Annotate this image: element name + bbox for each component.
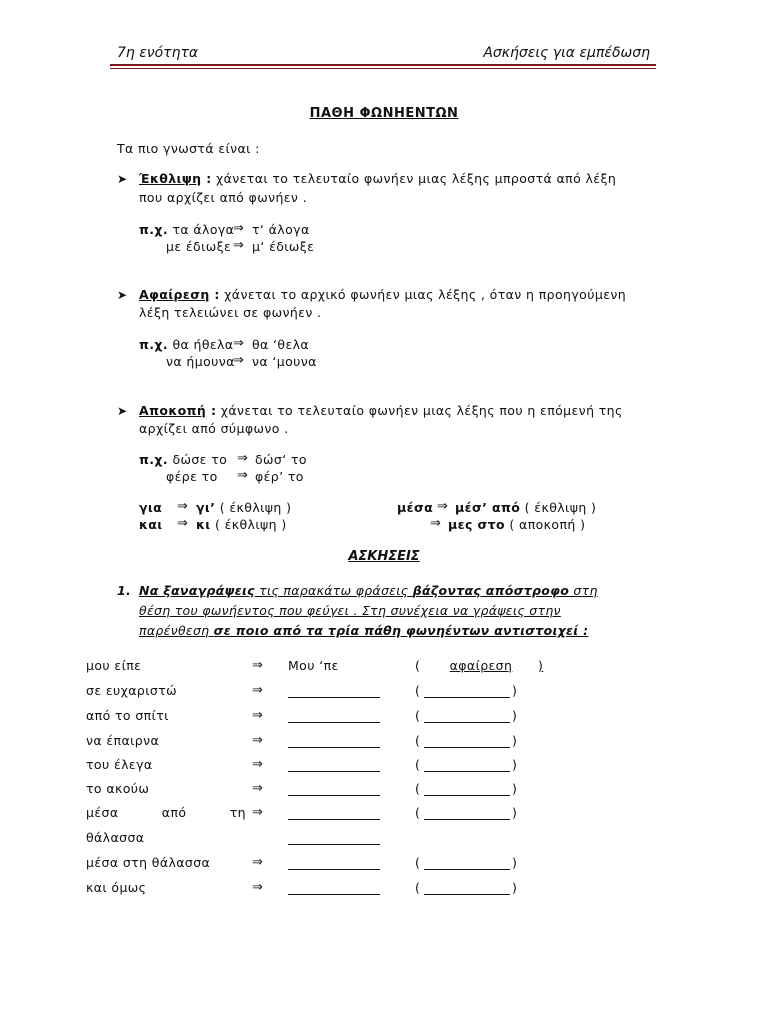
arrow-icon: ⇒ [252,805,263,820]
paren-close: ) [538,658,544,673]
kind-answer: αφαίρεση [449,658,513,673]
paren-open: ( [415,658,421,673]
apokopi-term: Αποκοπή [139,403,207,418]
task-number: 1. [117,583,132,598]
kind-blank-line[interactable] [424,858,510,870]
apokopi-result-2: φέρ’ το [255,469,304,484]
intro-text: Τα πιο γνωστά είναι : [117,141,260,156]
pair-mes-result: μες στο ( αποκοπή ) [448,517,586,532]
arrow-icon: ⇒ [252,658,263,673]
apokopi-example-1: π.χ. δώσε το [139,452,228,467]
paren-close: ) [512,733,518,748]
answer-blank-line[interactable] [288,686,380,698]
paren-open: ( [415,708,421,723]
afairesi-definition-2: λέξη τελειώνει σε φωνήεν . [139,305,322,320]
arrow-icon: ⇒ [252,708,263,723]
arrow-icon: ⇒ [237,451,248,466]
arrow-icon: ⇒ [233,238,244,253]
ekthlipsi-definition: Έκθλιψη : χάνεται το τελευταίο φωνήεν μιας λέξης μπροστά από λέξη [139,171,617,186]
arrow-icon: ⇒ [252,733,263,748]
answer-blank [288,711,380,726]
ekthlipsi-example-1: π.χ. τα άλογα [139,222,235,237]
kind-blank-line[interactable] [424,883,510,895]
exercise-phrase: το ακούω [86,781,150,796]
ekthlipsi-result-1: τ‘ άλογα [252,222,310,237]
apokopi-definition-2: αρχίζει από σύμφωνο . [139,421,289,436]
answer-blank-line[interactable] [288,833,380,845]
exercise-phrase: μου είπε [86,658,142,673]
answer-blank-line[interactable] [288,736,380,748]
pair-kai: και [139,517,163,532]
pair-kai-result: κι ( έκθλιψη ) [196,517,287,532]
ekthlipsi-definition-2: που αρχίζει από φωνήεν . [139,190,308,205]
kind-blank-line[interactable] [424,711,510,723]
header-rule-thin [110,68,656,69]
answer-blank-line[interactable] [288,711,380,723]
kind-blank [424,760,510,775]
exercise-answer: Μου ‘πε [288,658,339,673]
paren-open: ( [415,781,421,796]
kind-blank-line[interactable] [424,760,510,772]
arrow-icon: ⇒ [233,353,244,368]
kind-blank [424,686,510,701]
exercise-phrase: από το σπίτι [86,708,169,723]
exercise-phrase: να έπαιρνα [86,733,160,748]
afairesi-definition: Αφαίρεση : χάνεται το αρχικό φωνήεν μιας λέξης , όταν η προηγούμενη [139,287,627,302]
paren-close: ) [512,757,518,772]
kind-blank-line[interactable] [424,784,510,796]
arrow-icon: ⇒ [252,781,263,796]
pair-gia: για [139,500,163,515]
answer-blank [288,760,380,775]
kind-blank-line[interactable] [424,736,510,748]
arrow-icon: ⇒ [233,221,244,236]
kind-blank [424,858,510,873]
kind-blank [424,736,510,751]
exercise-phrase: μέσα από τη [86,805,246,820]
arrow-icon: ⇒ [430,516,441,531]
answer-blank [288,808,380,823]
paren-close: ) [512,708,518,723]
exercise-phrase: του έλεγα [86,757,153,772]
paren-open: ( [415,880,421,895]
paren-open: ( [415,805,421,820]
kind-blank [424,883,510,898]
apokopi-example-2: φέρε το [166,469,218,484]
header-chapter: 7η ενότητα [117,45,199,61]
apokopi-result-1: δώσ‘ το [255,452,307,467]
afairesi-result-1: θα ‘θελα [252,337,310,352]
bullet-icon: ➤ [117,288,128,302]
exercise-kind [425,658,537,673]
header-section: Ασκήσεις για εμπέδωση [483,45,650,61]
task-line-1: Να ξαναγράψεις τις παρακάτω φράσεις βάζοντας απόστροφο στη [139,583,598,598]
kind-blank [424,784,510,799]
answer-blank [288,883,380,898]
paren-close: ) [512,880,518,895]
pair-gia-result: γι’ ( έκθλιψη ) [196,500,292,515]
arrow-icon: ⇒ [252,757,263,772]
answer-blank [288,784,380,799]
arrow-icon: ⇒ [252,855,263,870]
paren-close: ) [512,855,518,870]
paren-open: ( [415,683,421,698]
exercise-phrase: θάλασσα [86,830,145,845]
afairesi-example-2: να ήμουνα [166,354,235,369]
pair-mesa-result: μέσ’ από ( έκθλιψη ) [455,500,597,515]
arrow-icon: ⇒ [233,336,244,351]
answer-blank [288,686,380,701]
arrow-icon: ⇒ [177,516,188,531]
paren-open: ( [415,757,421,772]
kind-blank [424,711,510,726]
ekthlipsi-example-2: με έδιωξε [166,239,232,254]
kind-blank-line[interactable] [424,686,510,698]
afairesi-example-1: π.χ. θα ήθελα [139,337,234,352]
answer-blank-line[interactable] [288,883,380,895]
answer-blank-line[interactable] [288,808,380,820]
answer-blank [288,736,380,751]
task-line-2: θέση του φωνήεντος που φεύγει . Στη συνέχεια να γράψεις στην [139,603,561,618]
kind-blank [424,808,510,823]
paren-open: ( [415,733,421,748]
arrow-icon: ⇒ [177,499,188,514]
exercise-phrase: και όμως [86,880,147,895]
apokopi-definition: Αποκοπή : χάνεται το τελευταίο φωνήεν μιας λέξης που η επόμενή της [139,403,623,418]
header-rule [110,64,656,66]
task-line-3: παρένθεση σε ποιο από τα τρία πάθη φωνηέντων αντιστοιχεί : [139,623,589,638]
arrow-icon: ⇒ [237,468,248,483]
exercises-title: ΑΣΚΗΣΕΙΣ [348,549,420,564]
page-title: ΠΑΘΗ ΦΩΝΗΕΝΤΩΝ [309,106,459,121]
bullet-icon: ➤ [117,404,128,418]
paren-close: ) [512,683,518,698]
afairesi-result-2: να ‘μουνα [252,354,317,369]
answer-blank-line[interactable] [288,784,380,796]
paren-close: ) [512,805,518,820]
answer-blank-line[interactable] [288,858,380,870]
kind-blank-line[interactable] [424,808,510,820]
bullet-icon: ➤ [117,172,128,186]
arrow-icon: ⇒ [437,499,448,514]
arrow-icon: ⇒ [252,683,263,698]
answer-blank [288,833,380,848]
exercise-phrase: σε ευχαριστώ [86,683,177,698]
answer-blank-line[interactable] [288,760,380,772]
afairesi-term: Αφαίρεση [139,287,210,302]
ekthlipsi-result-2: μ‘ έδιωξε [252,239,315,254]
ekthlipsi-term: Έκθλιψη [139,171,202,186]
answer-blank [288,858,380,873]
paren-close: ) [512,781,518,796]
arrow-icon: ⇒ [252,880,263,895]
exercise-phrase: μέσα στη θάλασσα [86,855,211,870]
paren-open: ( [415,855,421,870]
pair-mesa: μέσα [397,500,434,515]
